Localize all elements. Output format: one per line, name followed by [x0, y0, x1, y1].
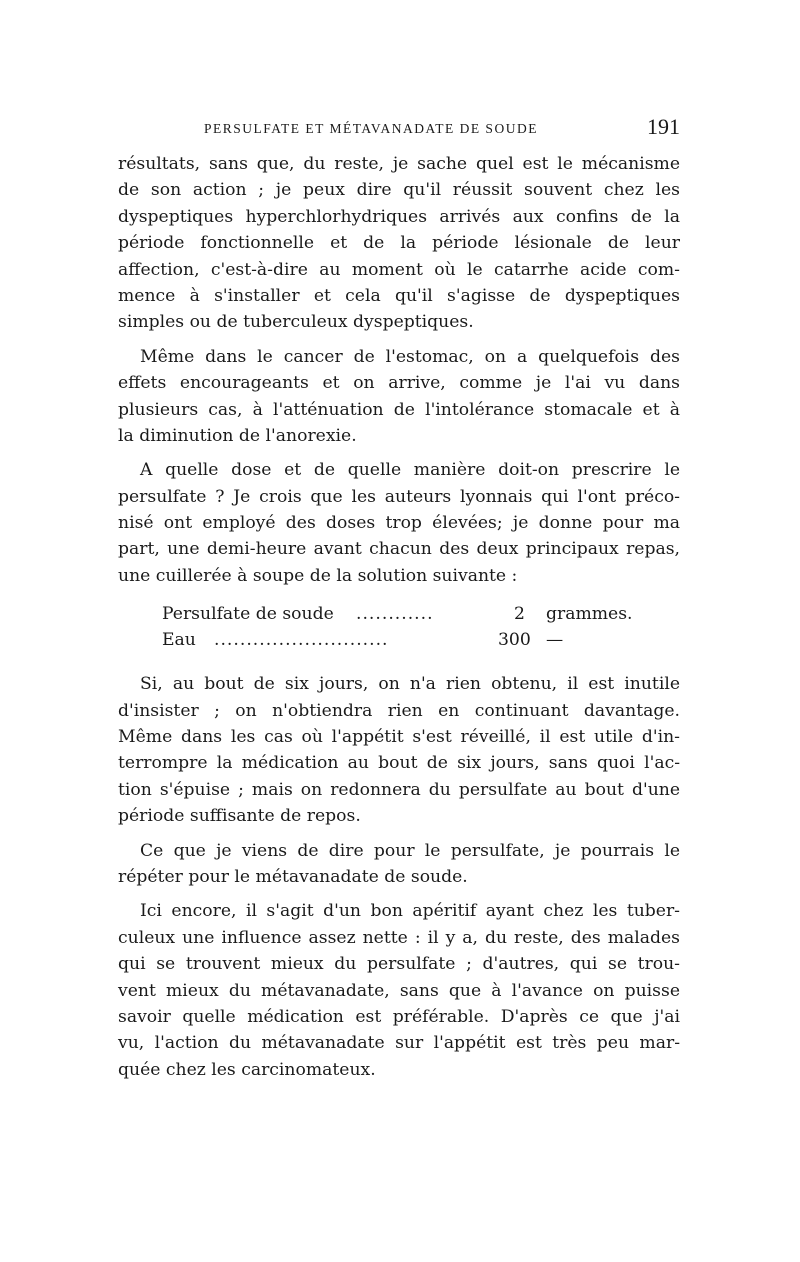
- text-line: vent mieux du métavanadate, sans que à l'avance on puisse: [118, 980, 680, 1001]
- page-number: 191: [647, 114, 680, 139]
- text-line: nisé ont employé des doses trop élevées; je donne pour ma: [118, 513, 680, 534]
- text-line: persulfate ? Je crois que les auteurs lyonnais qui l'ont préco-: [118, 486, 680, 507]
- text-line: part, une demi-heure avant chacun des deux principaux repas,: [118, 539, 680, 560]
- text-line: savoir quelle médication est préférable. D'après ce que j'ai: [118, 1006, 680, 1027]
- text-line: Si, au bout de six jours, on n'a rien obtenu, il est inutile: [140, 674, 680, 695]
- body-text: [118, 151, 680, 1091]
- text-line: effets encourageants et on arrive, comme je l'ai vu dans: [118, 373, 680, 394]
- text-line: simples ou de tuberculeux dyspeptiques.: [118, 312, 474, 333]
- text-line: résultats, sans que, du reste, je sache quel est le mécanisme: [118, 154, 680, 174]
- text-line: période suffisante de repos.: [118, 806, 361, 827]
- text-line: Ici encore, il s'agit d'un bon apéritif ayant chez les tuber-: [140, 901, 680, 922]
- paragraph-5: [118, 838, 680, 891]
- text-line: une cuillerée à soupe de la solution suivante :: [118, 565, 518, 586]
- text-line: A quelle dose et de quelle manière doit-on prescrire le: [140, 460, 680, 481]
- prescription-formula: [118, 601, 680, 653]
- ingredient-name: Eau: [162, 630, 196, 651]
- text-line: vu, l'action du métavanadate sur l'appétit est très peu mar-: [118, 1033, 680, 1054]
- paragraph-3: [118, 457, 680, 589]
- text-line: quée chez les carcinomateux.: [118, 1059, 376, 1080]
- ingredient-unit: —: [546, 630, 564, 651]
- leader-dots: ...........................: [214, 630, 389, 651]
- ingredient-unit: grammes.: [546, 604, 633, 625]
- text-line: Même dans les cas où l'appétit s'est réveillé, il est utile d'in-: [118, 727, 680, 748]
- text-line: la diminution de l'anorexie.: [118, 425, 357, 446]
- ingredient-name: Persulfate de soude: [162, 604, 334, 625]
- text-line: Ce que je viens de dire pour le persulfate, je pourrais le: [140, 840, 680, 861]
- text-line: tion s'épuise ; mais on redonnera du persulfate au bout d'une: [118, 779, 680, 800]
- text-line: affection, c'est-à-dire au moment où le catarrhe acide com-: [118, 259, 680, 280]
- text-line: dyspeptiques hyperchlorhydriques arrivés aux confins de la: [118, 206, 680, 227]
- formula-row: [118, 601, 680, 627]
- paragraph-2: [118, 344, 680, 450]
- text-line: plusieurs cas, à l'atténuation de l'intolérance stomacale et à: [118, 399, 680, 420]
- text-line: répéter pour le métavanadate de soude.: [118, 866, 468, 887]
- text-line: culeux une influence assez nette : il y a, du reste, des malades: [118, 927, 680, 948]
- page-header: [118, 114, 680, 144]
- paragraph-1: [118, 151, 680, 336]
- leader-dots: ............: [356, 604, 434, 625]
- paragraph-4: [118, 671, 680, 829]
- ingredient-quantity: 2: [514, 604, 525, 625]
- text-line: de son action ; je peux dire qu'il réussit souvent chez les: [118, 180, 680, 201]
- text-line: qui se trouvent mieux du persulfate ; d'autres, qui se trou-: [118, 954, 680, 975]
- formula-row: [118, 627, 680, 653]
- text-line: période fonctionnelle et de la période lésionale de leur: [118, 233, 680, 254]
- text-line: mence à s'installer et cela qu'il s'agisse de dyspeptiques: [118, 285, 680, 306]
- text-line: terrompre la médication au bout de six jours, sans quoi l'ac-: [118, 753, 680, 774]
- text-line: d'insister ; on n'obtiendra rien en continuant davantage.: [118, 700, 680, 721]
- running-title: PERSULFATE ET MÉTAVANADATE DE SOUDE: [204, 121, 538, 136]
- paragraph-6: [118, 898, 680, 1083]
- ingredient-quantity: 300: [498, 630, 531, 651]
- text-line: Même dans le cancer de l'estomac, on a quelquefois des: [140, 346, 680, 367]
